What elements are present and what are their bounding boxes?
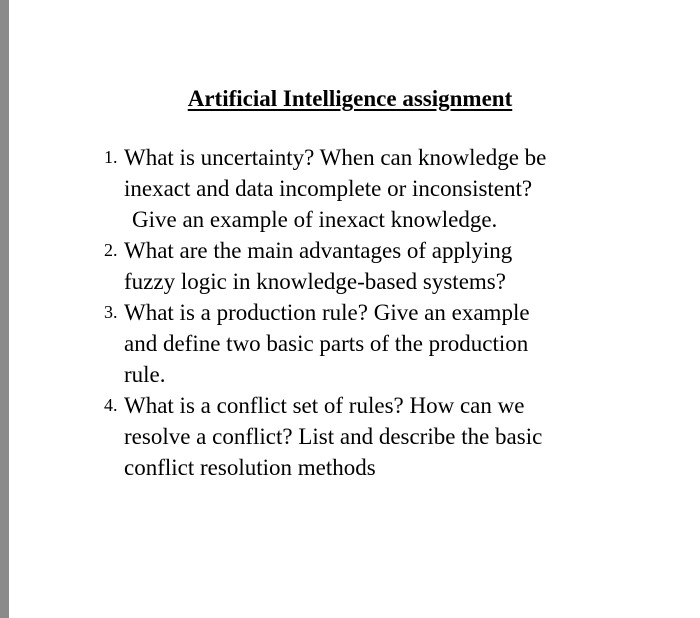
question-text-line: and define two basic parts of the production — [124, 331, 529, 356]
question-text-line: rule. — [124, 362, 166, 387]
question-item-1 — [104, 142, 664, 235]
question-text-line: resolve a conflict? List and describe the basic — [124, 424, 543, 449]
question-text-line: fuzzy logic in knowledge-based systems? — [124, 269, 506, 294]
question-number: 4. — [104, 395, 118, 415]
question-number: 1. — [104, 147, 118, 167]
question-item-3 — [104, 297, 664, 390]
question-number: 2. — [104, 240, 118, 260]
question-text-line: conflict resolution methods — [124, 455, 376, 480]
question-text-line: What is uncertainty? When can knowledge be — [124, 145, 547, 170]
question-number: 3. — [104, 302, 118, 322]
question-list — [104, 142, 664, 483]
question-text-line: inexact and data incomplete or inconsistent? — [124, 176, 533, 201]
question-item-2 — [104, 235, 664, 297]
question-item-4 — [104, 390, 664, 483]
document-title: Artificial Intelligence assignment — [187, 86, 513, 111]
question-text-line: What is a production rule? Give an example — [124, 300, 530, 325]
question-text-line: What is a conflict set of rules? How can we — [124, 393, 525, 418]
question-text-line: What are the main advantages of applying — [124, 238, 513, 263]
question-text-line: Give an example of inexact knowledge. — [132, 207, 498, 232]
